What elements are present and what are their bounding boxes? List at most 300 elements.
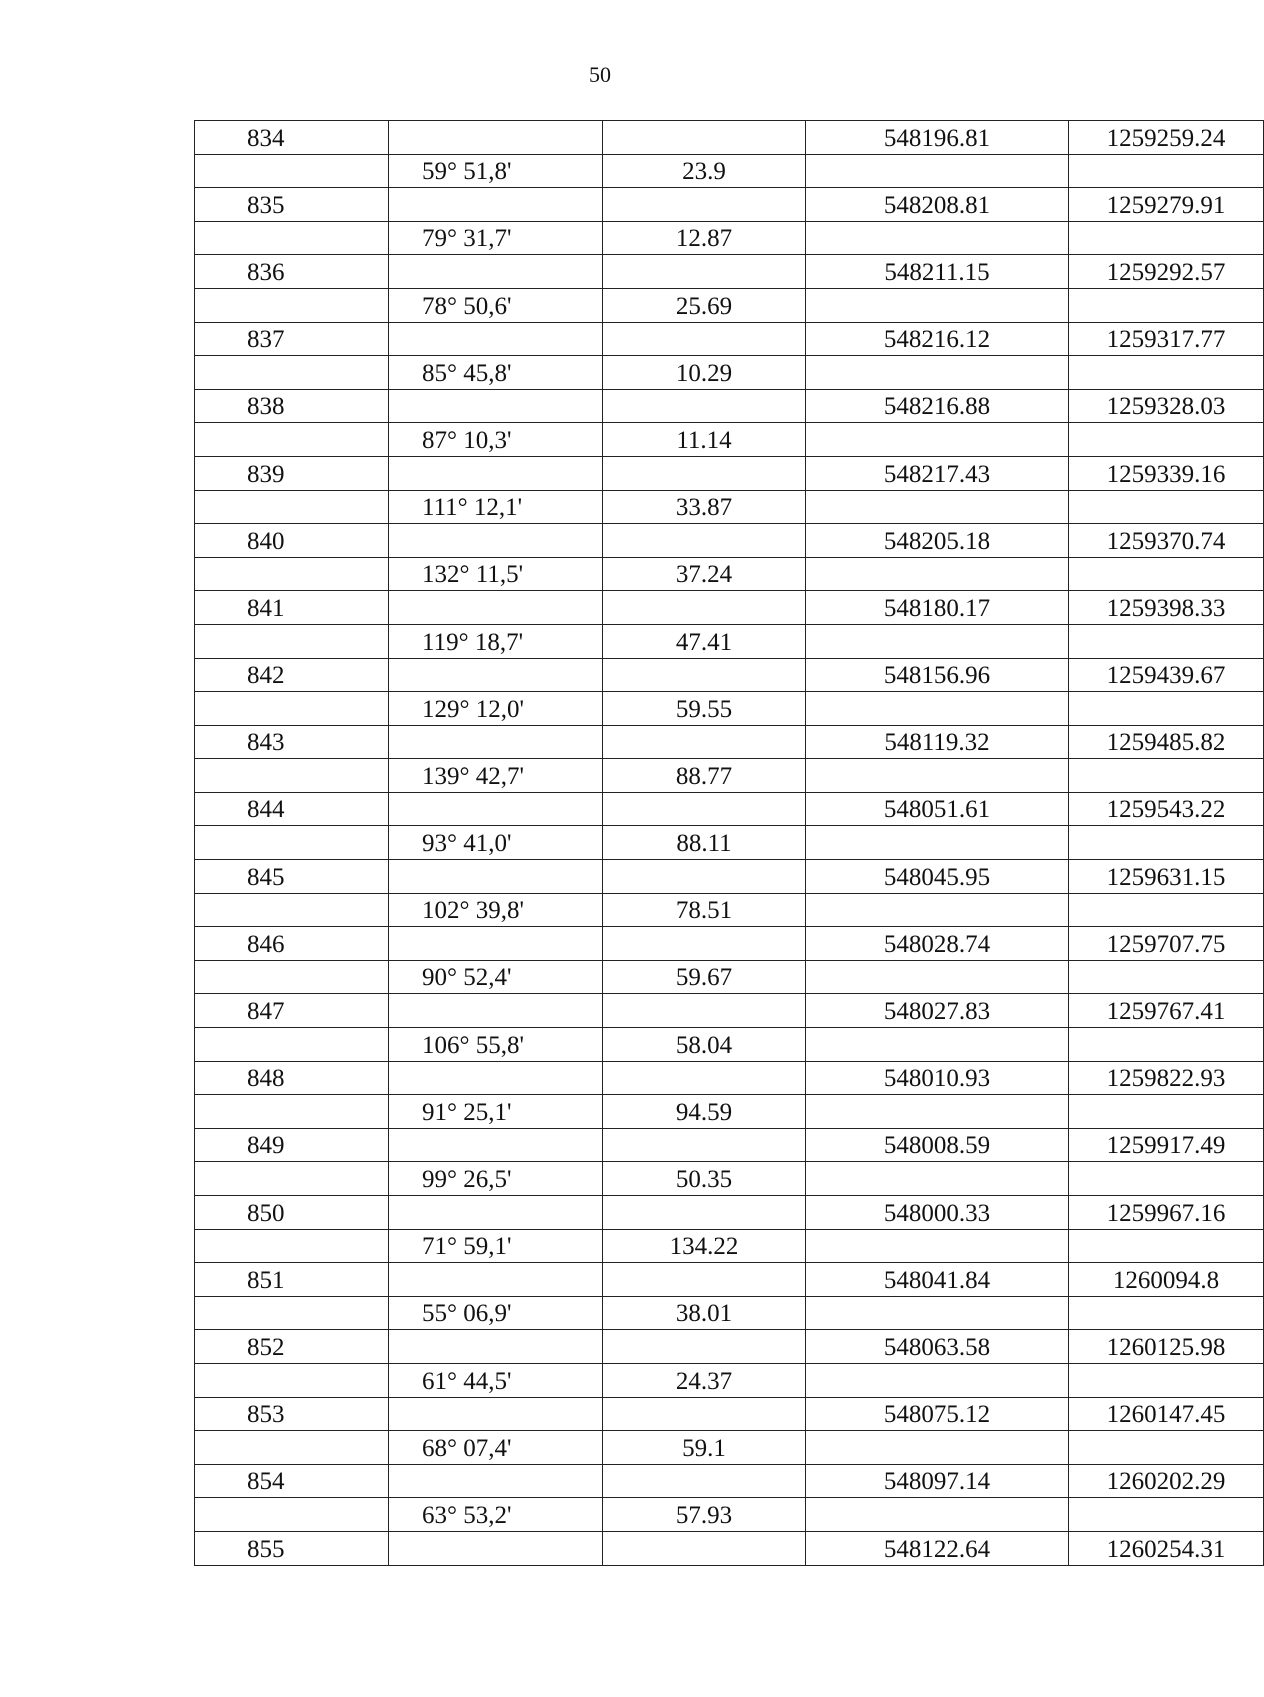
x-coordinate-cell-text: 548119.32: [884, 729, 990, 757]
y-coordinate-cell: [1069, 557, 1264, 591]
y-coordinate-cell: [1069, 692, 1264, 726]
table-row: [195, 1095, 1264, 1129]
distance-cell: [603, 121, 806, 155]
point-number-cell: [195, 1196, 389, 1230]
x-coordinate-cell: [806, 658, 1069, 692]
x-coordinate-cell-text: 548216.12: [883, 326, 991, 354]
direction-angle-cell-text: 93° 41,0': [422, 830, 512, 858]
point-number-cell: [195, 221, 389, 255]
point-number-cell-text: 841: [247, 594, 285, 622]
x-coordinate-cell: [806, 1162, 1069, 1196]
y-coordinate-cell-text: 1259967.16: [1106, 1199, 1226, 1227]
point-number-cell: [195, 1464, 389, 1498]
table-row: [195, 1464, 1264, 1498]
y-coordinate-cell-text: 1259631.15: [1106, 863, 1226, 891]
x-coordinate-cell: [806, 994, 1069, 1028]
direction-angle-cell: [389, 389, 603, 423]
distance-cell: [603, 524, 806, 558]
y-coordinate-cell: [1069, 725, 1264, 759]
distance-cell: [603, 1531, 806, 1565]
direction-angle-cell: [389, 624, 603, 658]
table-row: [195, 524, 1264, 558]
distance-cell-text: 78.51: [675, 897, 733, 925]
x-coordinate-cell: [806, 927, 1069, 961]
distance-cell: [603, 1196, 806, 1230]
direction-angle-cell: [389, 591, 603, 625]
distance-cell: [603, 624, 806, 658]
direction-angle-cell: [389, 356, 603, 390]
point-number-cell: [195, 356, 389, 390]
y-coordinate-cell: [1069, 1397, 1264, 1431]
distance-cell: [603, 960, 806, 994]
x-coordinate-cell-text: 548208.81: [883, 191, 991, 219]
direction-angle-cell: [389, 1363, 603, 1397]
distance-cell: [603, 826, 806, 860]
direction-angle-cell: [389, 792, 603, 826]
point-number-cell: [195, 524, 389, 558]
x-coordinate-cell: [806, 1431, 1069, 1465]
table-row: [195, 1196, 1264, 1230]
point-number-cell-text: 836: [247, 258, 285, 286]
distance-cell-text: 134.22: [669, 1233, 739, 1261]
direction-angle-cell-text: 71° 59,1': [422, 1233, 512, 1261]
point-number-cell: [195, 188, 389, 222]
point-number-cell-text: 838: [247, 393, 285, 421]
distance-cell-text: 47.41: [675, 628, 733, 656]
point-number-cell: [195, 1330, 389, 1364]
point-number-cell-text: 835: [247, 191, 285, 219]
point-number-cell: [195, 1061, 389, 1095]
y-coordinate-cell: [1069, 624, 1264, 658]
y-coordinate-cell: [1069, 1196, 1264, 1230]
distance-cell: [603, 1028, 806, 1062]
table-row: [195, 927, 1264, 961]
x-coordinate-cell: [806, 1330, 1069, 1364]
y-coordinate-cell: [1069, 389, 1264, 423]
x-coordinate-cell-text: 548216.88: [883, 393, 991, 421]
distance-cell: [603, 792, 806, 826]
distance-cell: [603, 322, 806, 356]
y-coordinate-cell: [1069, 1229, 1264, 1263]
distance-cell: [603, 389, 806, 423]
distance-cell: [603, 1128, 806, 1162]
direction-angle-cell: [389, 221, 603, 255]
point-number-cell-text: 850: [247, 1199, 285, 1227]
direction-angle-cell-text: 78° 50,6': [422, 292, 512, 320]
distance-cell: [603, 1464, 806, 1498]
x-coordinate-cell-text: 548075.12: [883, 1401, 991, 1429]
distance-cell-text: 58.04: [675, 1031, 733, 1059]
direction-angle-cell: [389, 692, 603, 726]
table-row: [195, 1128, 1264, 1162]
distance-cell: [603, 927, 806, 961]
x-coordinate-cell: [806, 490, 1069, 524]
x-coordinate-cell: [806, 255, 1069, 289]
table-row: [195, 322, 1264, 356]
table-row: [195, 288, 1264, 322]
point-number-cell-text: 852: [247, 1333, 285, 1361]
distance-cell: [603, 658, 806, 692]
direction-angle-cell: [389, 1263, 603, 1297]
point-number-cell-text: 843: [247, 729, 285, 757]
x-coordinate-cell: [806, 960, 1069, 994]
x-coordinate-cell-text: 548027.83: [883, 998, 991, 1026]
direction-angle-cell: [389, 154, 603, 188]
point-number-cell: [195, 1431, 389, 1465]
direction-angle-cell-text: 85° 45,8': [422, 359, 512, 387]
y-coordinate-cell: [1069, 121, 1264, 155]
x-coordinate-cell: [806, 288, 1069, 322]
x-coordinate-cell-text: 548000.33: [883, 1199, 991, 1227]
direction-angle-cell-text: 111° 12,1': [422, 494, 523, 522]
table-row: [195, 188, 1264, 222]
x-coordinate-cell: [806, 624, 1069, 658]
table-row: [195, 1028, 1264, 1062]
direction-angle-cell-text: 59° 51,8': [422, 158, 512, 186]
y-coordinate-cell: [1069, 1431, 1264, 1465]
y-coordinate-cell-text: 1260094.8: [1112, 1266, 1220, 1294]
direction-angle-cell: [389, 1296, 603, 1330]
direction-angle-cell-text: 91° 25,1': [422, 1098, 512, 1126]
distance-cell: [603, 1095, 806, 1129]
point-number-cell-text: 842: [247, 662, 285, 690]
x-coordinate-cell: [806, 1229, 1069, 1263]
direction-angle-cell: [389, 423, 603, 457]
y-coordinate-cell-text: 1259370.74: [1106, 527, 1226, 555]
table-row: [195, 1061, 1264, 1095]
distance-cell-text: 12.87: [675, 225, 733, 253]
y-coordinate-cell-text: 1260147.45: [1106, 1401, 1226, 1429]
x-coordinate-cell: [806, 1296, 1069, 1330]
x-coordinate-cell: [806, 1263, 1069, 1297]
point-number-cell-text: 853: [247, 1401, 285, 1429]
x-coordinate-cell-text: 548156.96: [883, 662, 991, 690]
y-coordinate-cell-text: 1259279.91: [1106, 191, 1226, 219]
direction-angle-cell: [389, 826, 603, 860]
y-coordinate-cell: [1069, 860, 1264, 894]
table-row: [195, 1263, 1264, 1297]
direction-angle-cell: [389, 960, 603, 994]
x-coordinate-cell: [806, 1128, 1069, 1162]
distance-cell: [603, 456, 806, 490]
point-number-cell-text: 851: [247, 1266, 285, 1294]
direction-angle-cell-text: 68° 07,4': [422, 1434, 512, 1462]
y-coordinate-cell: [1069, 826, 1264, 860]
distance-cell-text: 88.11: [676, 830, 732, 858]
point-number-cell: [195, 456, 389, 490]
page-number: 50: [589, 62, 611, 87]
direction-angle-cell: [389, 658, 603, 692]
y-coordinate-cell: [1069, 288, 1264, 322]
table-row: [195, 860, 1264, 894]
x-coordinate-cell-text: 548028.74: [883, 930, 991, 958]
point-number-cell: [195, 423, 389, 457]
direction-angle-cell-text: 119° 18,7': [422, 628, 524, 656]
point-number-cell: [195, 591, 389, 625]
point-number-cell: [195, 1095, 389, 1129]
point-number-cell: [195, 692, 389, 726]
x-coordinate-cell-text: 548097.14: [883, 1468, 991, 1496]
point-number-cell: [195, 1028, 389, 1062]
point-number-cell: [195, 1162, 389, 1196]
direction-angle-cell: [389, 893, 603, 927]
distance-cell-text: 24.37: [675, 1367, 733, 1395]
x-coordinate-cell-text: 548122.64: [883, 1535, 991, 1563]
x-coordinate-cell: [806, 221, 1069, 255]
y-coordinate-cell: [1069, 456, 1264, 490]
x-coordinate-cell-text: 548041.84: [883, 1266, 991, 1294]
point-number-cell: [195, 759, 389, 793]
direction-angle-cell: [389, 524, 603, 558]
direction-angle-cell-text: 132° 11,5': [422, 561, 524, 589]
point-number-cell: [195, 322, 389, 356]
table-row: [195, 1162, 1264, 1196]
distance-cell: [603, 1498, 806, 1532]
table-row: [195, 1531, 1264, 1565]
direction-angle-cell-text: 139° 42,7': [422, 762, 525, 790]
table-row: [195, 1296, 1264, 1330]
x-coordinate-cell: [806, 423, 1069, 457]
point-number-cell-text: 855: [247, 1535, 285, 1563]
y-coordinate-cell: [1069, 1128, 1264, 1162]
direction-angle-cell: [389, 860, 603, 894]
direction-angle-cell: [389, 1397, 603, 1431]
table-row: [195, 725, 1264, 759]
x-coordinate-cell: [806, 826, 1069, 860]
y-coordinate-cell: [1069, 1162, 1264, 1196]
y-coordinate-cell: [1069, 221, 1264, 255]
x-coordinate-cell: [806, 1464, 1069, 1498]
distance-cell-text: 94.59: [675, 1098, 733, 1126]
x-coordinate-cell: [806, 860, 1069, 894]
direction-angle-cell: [389, 557, 603, 591]
table-row: [195, 826, 1264, 860]
y-coordinate-cell: [1069, 1095, 1264, 1129]
table-row: [195, 255, 1264, 289]
point-number-cell: [195, 860, 389, 894]
distance-cell: [603, 1431, 806, 1465]
y-coordinate-cell-text: 1259398.33: [1106, 594, 1226, 622]
distance-cell: [603, 860, 806, 894]
point-number-cell: [195, 1363, 389, 1397]
direction-angle-cell: [389, 456, 603, 490]
distance-cell: [603, 1397, 806, 1431]
y-coordinate-cell: [1069, 423, 1264, 457]
x-coordinate-cell-text: 548045.95: [883, 863, 991, 891]
table-row: [195, 1229, 1264, 1263]
distance-cell: [603, 1363, 806, 1397]
y-coordinate-cell: [1069, 960, 1264, 994]
y-coordinate-cell-text: 1259485.82: [1106, 729, 1226, 757]
table-row: [195, 994, 1264, 1028]
distance-cell: [603, 356, 806, 390]
y-coordinate-cell: [1069, 1296, 1264, 1330]
direction-angle-cell: [389, 1531, 603, 1565]
direction-angle-cell: [389, 1162, 603, 1196]
direction-angle-cell-text: 129° 12,0': [422, 695, 525, 723]
y-coordinate-cell: [1069, 154, 1264, 188]
point-number-cell: [195, 121, 389, 155]
table-row: [195, 1431, 1264, 1465]
y-coordinate-cell: [1069, 759, 1264, 793]
direction-angle-cell: [389, 1431, 603, 1465]
y-coordinate-cell: [1069, 356, 1264, 390]
distance-cell: [603, 557, 806, 591]
table-row: [195, 624, 1264, 658]
x-coordinate-cell-text: 548196.81: [883, 124, 991, 152]
point-number-cell: [195, 927, 389, 961]
direction-angle-cell: [389, 994, 603, 1028]
y-coordinate-cell: [1069, 893, 1264, 927]
table-row: [195, 1397, 1264, 1431]
direction-angle-cell: [389, 322, 603, 356]
point-number-cell: [195, 557, 389, 591]
direction-angle-cell: [389, 1229, 603, 1263]
y-coordinate-cell: [1069, 591, 1264, 625]
point-number-cell: [195, 893, 389, 927]
point-number-cell: [195, 624, 389, 658]
y-coordinate-cell: [1069, 1028, 1264, 1062]
direction-angle-cell: [389, 1196, 603, 1230]
direction-angle-cell: [389, 1464, 603, 1498]
direction-angle-cell: [389, 725, 603, 759]
distance-cell: [603, 490, 806, 524]
distance-cell-text: 11.14: [676, 426, 732, 454]
x-coordinate-cell: [806, 524, 1069, 558]
y-coordinate-cell-text: 1259328.03: [1106, 393, 1226, 421]
table-row: [195, 692, 1264, 726]
direction-angle-cell-text: 55° 06,9': [422, 1300, 512, 1328]
distance-cell-text: 33.87: [675, 494, 733, 522]
x-coordinate-cell: [806, 591, 1069, 625]
x-coordinate-cell: [806, 1397, 1069, 1431]
x-coordinate-cell: [806, 692, 1069, 726]
distance-cell: [603, 1229, 806, 1263]
distance-cell: [603, 893, 806, 927]
distance-cell-text: 59.55: [675, 695, 733, 723]
direction-angle-cell: [389, 255, 603, 289]
distance-cell: [603, 288, 806, 322]
distance-cell: [603, 188, 806, 222]
y-coordinate-cell-text: 1259292.57: [1106, 258, 1226, 286]
direction-angle-cell: [389, 759, 603, 793]
x-coordinate-cell-text: 548180.17: [883, 594, 991, 622]
point-number-cell: [195, 792, 389, 826]
x-coordinate-cell: [806, 1531, 1069, 1565]
y-coordinate-cell: [1069, 792, 1264, 826]
direction-angle-cell: [389, 1061, 603, 1095]
x-coordinate-cell: [806, 188, 1069, 222]
point-number-cell: [195, 255, 389, 289]
point-number-cell-text: 847: [247, 998, 285, 1026]
table-row: [195, 356, 1264, 390]
y-coordinate-cell: [1069, 255, 1264, 289]
y-coordinate-cell-text: 1259259.24: [1106, 124, 1226, 152]
direction-angle-cell: [389, 1498, 603, 1532]
point-number-cell: [195, 490, 389, 524]
direction-angle-cell: [389, 121, 603, 155]
table-row: [195, 591, 1264, 625]
point-number-cell-text: 846: [247, 930, 285, 958]
direction-angle-cell-text: 79° 31,7': [422, 225, 512, 253]
table-row: [195, 557, 1264, 591]
distance-cell: [603, 1330, 806, 1364]
table-row: [195, 658, 1264, 692]
distance-cell: [603, 759, 806, 793]
point-number-cell: [195, 1531, 389, 1565]
x-coordinate-cell: [806, 121, 1069, 155]
distance-cell: [603, 1162, 806, 1196]
x-coordinate-cell: [806, 792, 1069, 826]
x-coordinate-cell-text: 548205.18: [883, 527, 991, 555]
table-row: [195, 456, 1264, 490]
distance-cell-text: 38.01: [675, 1300, 733, 1328]
point-number-cell: [195, 154, 389, 188]
x-coordinate-cell: [806, 725, 1069, 759]
table-row: [195, 221, 1264, 255]
table-row: [195, 389, 1264, 423]
point-number-cell: [195, 1128, 389, 1162]
y-coordinate-cell: [1069, 658, 1264, 692]
y-coordinate-cell-text: 1259822.93: [1106, 1065, 1226, 1093]
distance-cell: [603, 725, 806, 759]
point-number-cell: [195, 960, 389, 994]
direction-angle-cell: [389, 288, 603, 322]
y-coordinate-cell-text: 1259339.16: [1106, 460, 1226, 488]
direction-angle-cell: [389, 1028, 603, 1062]
x-coordinate-cell-text: 548211.15: [884, 258, 990, 286]
direction-angle-cell-text: 63° 53,2': [422, 1501, 512, 1529]
point-number-cell-text: 840: [247, 527, 285, 555]
direction-angle-cell-text: 102° 39,8': [422, 897, 525, 925]
distance-cell-text: 59.67: [675, 964, 733, 992]
x-coordinate-cell: [806, 1095, 1069, 1129]
x-coordinate-cell-text: 548217.43: [883, 460, 991, 488]
x-coordinate-cell: [806, 456, 1069, 490]
distance-cell-text: 25.69: [675, 292, 733, 320]
direction-angle-cell-text: 106° 55,8': [422, 1031, 525, 1059]
y-coordinate-cell: [1069, 1498, 1264, 1532]
x-coordinate-cell: [806, 154, 1069, 188]
table-row: [195, 154, 1264, 188]
direction-angle-cell-text: 90° 52,4': [422, 964, 512, 992]
coordinates-table: [194, 120, 1264, 1566]
x-coordinate-cell-text: 548008.59: [883, 1132, 991, 1160]
x-coordinate-cell: [806, 759, 1069, 793]
y-coordinate-cell-text: 1259707.75: [1106, 930, 1226, 958]
x-coordinate-cell-text: 548051.61: [883, 796, 991, 824]
y-coordinate-cell: [1069, 1061, 1264, 1095]
point-number-cell: [195, 389, 389, 423]
point-number-cell: [195, 1397, 389, 1431]
table-row: [195, 759, 1264, 793]
distance-cell: [603, 423, 806, 457]
point-number-cell: [195, 288, 389, 322]
y-coordinate-cell: [1069, 994, 1264, 1028]
point-number-cell-text: 839: [247, 460, 285, 488]
distance-cell: [603, 591, 806, 625]
point-number-cell: [195, 1296, 389, 1330]
point-number-cell: [195, 994, 389, 1028]
point-number-cell: [195, 1229, 389, 1263]
direction-angle-cell: [389, 927, 603, 961]
distance-cell: [603, 692, 806, 726]
distance-cell: [603, 221, 806, 255]
table-row: [195, 1363, 1264, 1397]
direction-angle-cell-text: 87° 10,3': [422, 426, 512, 454]
point-number-cell-text: 848: [247, 1065, 285, 1093]
x-coordinate-cell: [806, 1196, 1069, 1230]
